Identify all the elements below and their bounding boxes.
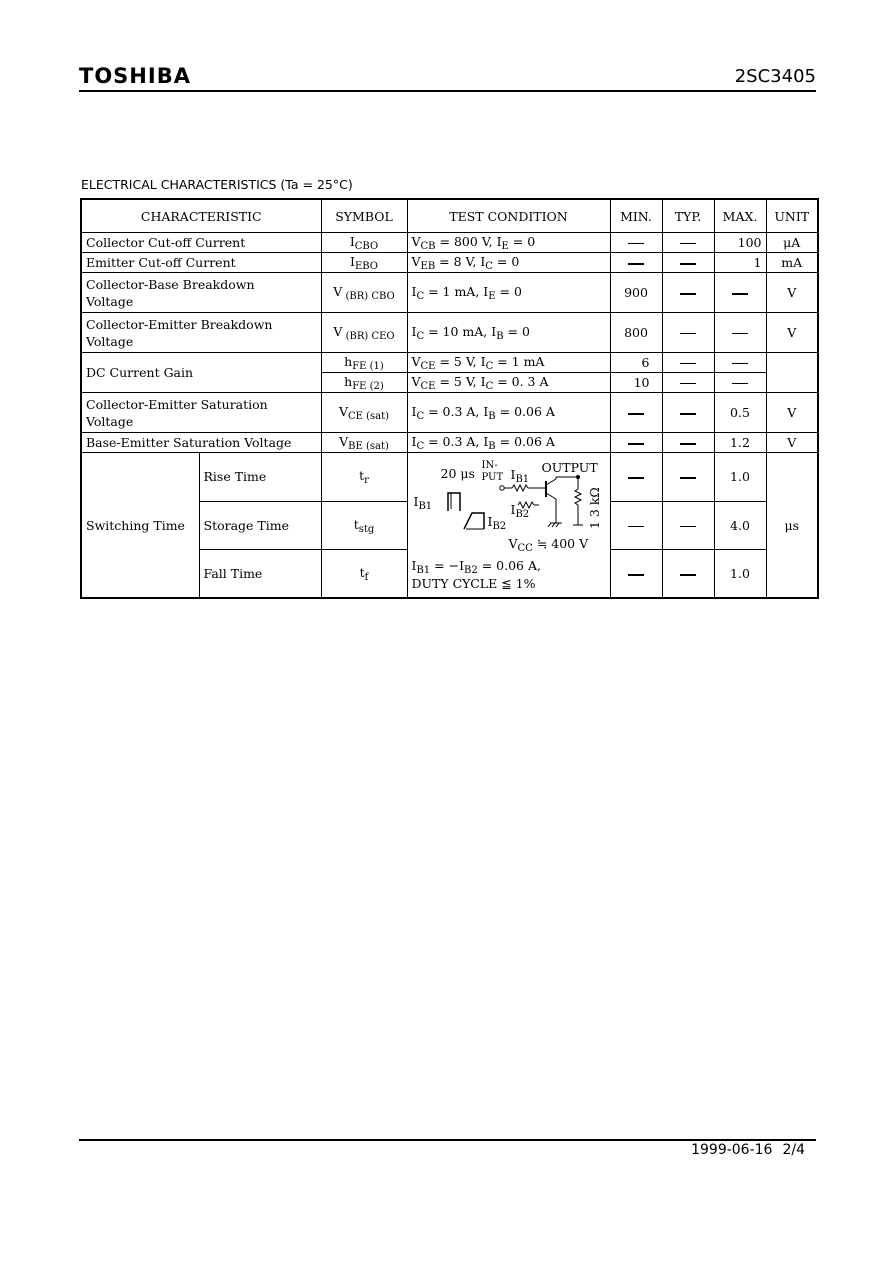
col-characteristic: CHARACTERISTIC (81, 199, 321, 233)
typ-cell (662, 253, 714, 273)
char-name: Base-Emitter Saturation Voltage (81, 433, 321, 453)
unit-cell: V (766, 313, 818, 353)
min-cell (610, 253, 662, 273)
test-condition-cell: $V_{CE} = 5$ V, $I_C = 0$. 3 A (407, 373, 610, 393)
char-name-line1: Collector-Emitter Breakdown (86, 316, 273, 332)
test-condition-cell: $V_{EB} = 8$ V, $I_C = 0$ (407, 253, 610, 273)
test-condition-cell: $V_{CB} = 800$ V, $I_E = 0$ (407, 233, 610, 253)
test-condition-cell: $I_C = 10$ mA, $I_B = 0$ (407, 313, 610, 353)
char-name-line2: Voltage (86, 413, 134, 429)
symbol-cell: $V_{CE (sat)}$ (321, 393, 407, 433)
char-name (81, 313, 321, 353)
ib2-waveform-label: $I_{B2}$ (487, 514, 507, 532)
symbol-cell: $I_{EBO}$ (321, 253, 407, 273)
symbol-cell: $t_r$ (321, 453, 407, 502)
sub-char-name: Storage Time (199, 501, 321, 550)
min-cell (610, 501, 662, 550)
min-cell: 800 (610, 313, 662, 353)
col-typ: TYP. (662, 199, 714, 233)
header-rule (79, 90, 816, 92)
table-row (81, 353, 818, 373)
symbol-cell: V $_{(BR) CBO}$ (321, 273, 407, 313)
max-cell: 1.0 (714, 453, 766, 502)
char-name (81, 393, 321, 433)
typ-cell (662, 393, 714, 433)
char-name: Emitter Cut-off Current (81, 253, 321, 273)
symbol-cell: $V_{BE (sat)}$ (321, 433, 407, 453)
table-row (81, 393, 818, 433)
input-label-line1: IN- (481, 460, 498, 471)
max-cell: 1.2 (714, 433, 766, 453)
max-cell (714, 313, 766, 353)
switching-test-circuit (407, 453, 610, 599)
brand-logo: TOSHIBA (79, 64, 191, 88)
part-number: 2SC3405 (734, 66, 816, 87)
test-condition-cell: $I_C = 0.3$ A, $I_B = 0.06$ A (407, 393, 610, 433)
sub-char-name: Fall Time (199, 550, 321, 599)
max-cell: 1.0 (714, 550, 766, 599)
symbol-cell: $I_{CBO}$ (321, 233, 407, 253)
char-name-line2: Voltage (86, 333, 134, 349)
unit-cell: V (766, 273, 818, 313)
max-cell: 4.0 (714, 501, 766, 550)
table-row (81, 253, 818, 273)
max-cell: 0.5 (714, 393, 766, 433)
circuit-diagram (408, 453, 611, 597)
sub-char-name: Rise Time (199, 453, 321, 502)
min-cell: 10 (610, 373, 662, 393)
drive-condition-line2: DUTY CYCLE ≦ 1% (411, 576, 536, 591)
footer-date: 1999-06-16 (691, 1142, 773, 1158)
unit-cell (766, 353, 818, 393)
typ-cell (662, 453, 714, 502)
pulse-width-label: 20 μs (440, 466, 475, 481)
test-condition-cell: $I_C = 0.3$ A, $I_B = 0.06$ A (407, 433, 610, 453)
typ-cell (662, 373, 714, 393)
typ-cell (662, 433, 714, 453)
table-row (81, 433, 818, 453)
col-test-condition: TEST CONDITION (407, 199, 610, 233)
ib1-waveform-label: $I_{B1}$ (413, 494, 433, 512)
max-cell (714, 353, 766, 373)
symbol-cell: $h_{FE (2)}$ (321, 373, 407, 393)
table-row (81, 273, 818, 313)
symbol-cell: $t_f$ (321, 550, 407, 599)
footer-rule (79, 1139, 816, 1141)
footer (691, 1142, 805, 1158)
min-cell (610, 550, 662, 599)
min-cell (610, 233, 662, 253)
footer-page-number: 2/4 (782, 1142, 805, 1158)
char-name: Collector Cut-off Current (81, 233, 321, 253)
test-condition-cell: $I_C = 1$ mA, $I_E = 0$ (407, 273, 610, 313)
unit-cell: mA (766, 253, 818, 273)
col-max: MAX. (714, 199, 766, 233)
ib1-arrow-label: $I_{B1}$ (510, 467, 530, 485)
unit-cell: V (766, 393, 818, 433)
max-cell: 100 (714, 233, 766, 253)
table-row (81, 453, 818, 502)
typ-cell (662, 501, 714, 550)
min-cell (610, 393, 662, 433)
symbol-cell: $t_{stg}$ (321, 501, 407, 550)
symbol-cell: $h_{FE (1)}$ (321, 353, 407, 373)
char-name: DC Current Gain (81, 353, 321, 393)
electrical-characteristics-table (80, 198, 819, 599)
table-header-row (81, 199, 818, 233)
min-cell: 900 (610, 273, 662, 313)
ib2-arrow-label: $I_{B2}$ (510, 502, 530, 520)
output-label: OUTPUT (541, 460, 598, 475)
char-name-line1: Collector-Emitter Saturation (86, 396, 268, 412)
test-condition-cell: $V_{CE} = 5$ V, $I_C = 1$ mA (407, 353, 610, 373)
drive-condition-line1: $I_{B1} = -I_{B2} = 0.06$ A, (411, 558, 541, 576)
typ-cell (662, 233, 714, 253)
load-resistor-label: 1 3 kΩ (586, 487, 602, 529)
char-name: Switching Time (81, 453, 199, 599)
col-unit: UNIT (766, 199, 818, 233)
char-name-line1: Collector-Base Breakdown (86, 276, 255, 292)
input-label-line2: PUT (481, 472, 504, 483)
max-cell: 1 (714, 253, 766, 273)
char-name-line2: Voltage (86, 293, 134, 309)
min-cell: 6 (610, 353, 662, 373)
typ-cell (662, 313, 714, 353)
min-cell (610, 433, 662, 453)
symbol-cell: V $_{(BR) CEO}$ (321, 313, 407, 353)
max-cell (714, 373, 766, 393)
vcc-label: $V_{CC}$ ≒ 400 V (508, 536, 589, 554)
col-min: MIN. (610, 199, 662, 233)
min-cell (610, 453, 662, 502)
col-symbol: SYMBOL (321, 199, 407, 233)
typ-cell (662, 353, 714, 373)
table-row (81, 233, 818, 253)
typ-cell (662, 273, 714, 313)
table-row (81, 313, 818, 353)
unit-cell: μs (766, 453, 818, 599)
table-title: ELECTRICAL CHARACTERISTICS (Ta = 25°C) (81, 177, 353, 192)
typ-cell (662, 550, 714, 599)
unit-cell: μA (766, 233, 818, 253)
unit-cell: V (766, 433, 818, 453)
max-cell (714, 273, 766, 313)
char-name (81, 273, 321, 313)
